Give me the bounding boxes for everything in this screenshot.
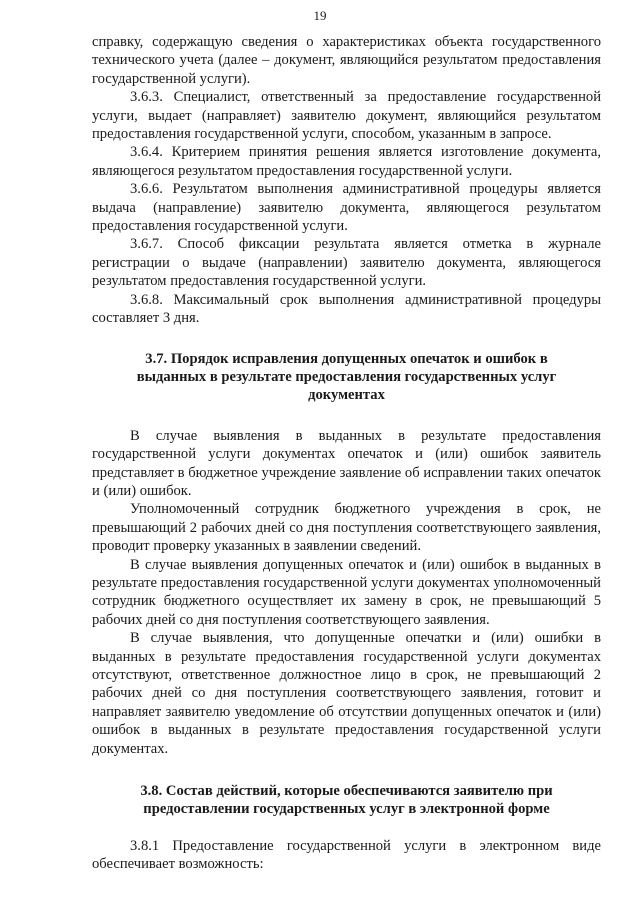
paragraph-3-6-4: 3.6.4. Критерием принятия решения является изготовление документа, являющегося результатом предоставления государственной услуги. — [92, 144, 601, 179]
paragraph-3-6-3: 3.6.3. Специалист, ответственный за предоставление государственной услуги, выдает (направляет) заявителю документ, являющийся результатом предоставления государственной услуги, способом, указанным в запросе. — [92, 89, 601, 143]
paragraph-continuation: справку, содержащую сведения о характеристиках объекта государственного технического учета (далее – документ, являющийся результатом предоставления государственной услуги). — [92, 34, 601, 87]
paragraph-3-6-8: 3.6.8. Максимальный срок выполнения административной процедуры составляет 3 дня. — [92, 291, 601, 327]
document-body — [92, 33, 601, 874]
section-heading-3-8: 3.8. Состав действий, которые обеспечиваются заявителю при предоставлении государственных услуг в электронной форме — [140, 783, 553, 818]
paragraph-3-7-4: В случае выявления, что допущенные опечатки и (или) ошибки в выданных в результате предоставления государственной услуги документах отсутствуют, ответственное должностное лицо в срок, не превышающий 2 рабочих дней со дня поступления соответствующего заявления, готовит и направляет заявителю уведомление об отсутствии допущенных опечаток и (или) ошибок в выданных в результате предоставления государственной услуги документах. — [92, 630, 601, 757]
paragraph-3-7-2: Уполномоченный сотрудник бюджетного учреждения в срок, не превышающий 2 рабочих дней со дня поступления соответствующего заявления, проводит проверку указанных в заявлении сведений. — [92, 501, 601, 555]
paragraph-3-6-7: 3.6.7. Способ фиксации результата является отметка в журнале регистрации о выдаче (направлении) заявителю документа, являющегося результатом предоставления государственной услуги. — [92, 236, 601, 290]
paragraph-3-6-6: 3.6.6. Результатом выполнения административной процедуры является выдача (направление) заявителю документа, являющегося результатом предоставления государственной услуги. — [92, 181, 601, 235]
page-number: 19 — [313, 8, 327, 23]
paragraph-3-8-1: 3.8.1 Предоставление государственной услуги в электронном виде обеспечивает возможность: — [92, 837, 601, 873]
paragraph-3-7-1: В случае выявления в выданных в результате предоставления государственной услуги документах опечаток и (или) ошибок заявитель представляет в бюджетное учреждение заявление об исправлении таких опечаток и (или) ошибок. — [92, 427, 601, 499]
paragraph-3-7-3: В случае выявления допущенных опечаток и (или) ошибок в выданных в результате предоставления государственной услуги документах уполномоченный сотрудник бюджетного осуществляет их замену в срок, не превышающий 5 рабочих дней со дня поступления соответствующего заявления. — [92, 556, 601, 628]
section-heading-3-7: 3.7. Порядок исправления допущенных опечаток и ошибок в выданных в результате предоставления государственных услуг документах — [136, 350, 557, 404]
